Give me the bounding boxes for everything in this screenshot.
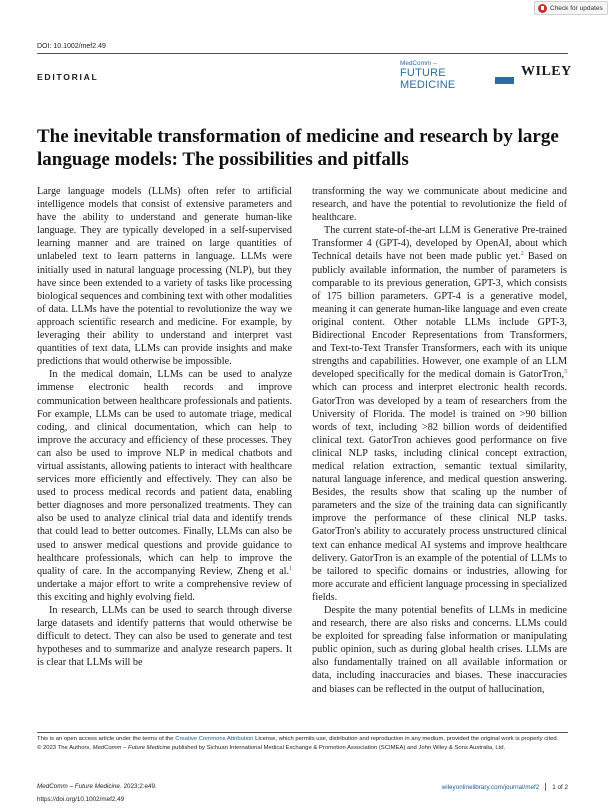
- article-title: The inevitable transformation of medicine and research by large language models: The possibilities and pitfalls: [37, 125, 559, 170]
- left-column: [37, 185, 292, 669]
- paragraph-text: In the medical domain, LLMs can be used to analyze immense electronic health records and improve communication between healthcare professionals and patients. For example, LLMs can be used to automate triage, medical coding, and clinical documentation, which can help to improve the accuracy and efficiency of these processes. They can also be used to improve NLP in medical chatbots and virtual assistants, allowing patients to interact with healthcare services more efficiently and effectively. They can also be used to process medical records and patient data, enabling better diagnoses and more personalized treatments. They can also be used to analyze clinical trial data and identify trends that could lead to better outcomes. Finally, LLMs can also be used to answer medical questions and provide guidance to healthcare professionals, which can help to improve the quality of care. In the accompanying Review, Zheng et al.: [37, 369, 292, 577]
- paragraph: Large language models (LLMs) often refer to artificial intelligence models that consist of extensive parameters and have the ability to understand and generate human-like language. They are typically developed in a self-supervised learning manner and are trained on large quantities of unlabeled text to learn patterns in language. LLMs were initially used in natural language processing (NLP), but they have since been extended to a variety of tasks like processing biological sequences and combining text with other modalities of data. LLMs have the potential to revolutionize the way we approach scientific research and medicine. For example, by leveraging their ability to understand and interpret vast quantities of text data, LLMs can provide insights and make predictions that would otherwise be impossible.: [37, 186, 292, 368]
- cc-license-link[interactable]: Creative Commons Attribution: [175, 736, 254, 742]
- reference-2[interactable]: 2: [520, 251, 524, 258]
- reference-3[interactable]: 3: [564, 369, 567, 376]
- paragraph: In research, LLMs can be used to search through diverse large datasets and identify patterns that would otherwise be difficult to detect. They can also be used to generate and test hypotheses and to summarize and analyze research papers. It is clear that LLMs will be: [37, 605, 292, 669]
- citation-journal: MedComm – Future Medicine: [37, 783, 120, 790]
- paragraph: Despite the many potential benefits of LLMs in medicine and research, there are also risks and concerns. LLMs could be exploited for spreading false information or manipulating public opinion, such as during global health crises. LLMs are also fundamentally trained on all available information or data, including inaccuracies and biases. These inaccuracies and biases can be reflected in the output of hallucination,: [312, 605, 567, 695]
- reference-1[interactable]: 1: [289, 565, 292, 572]
- check-for-updates-button[interactable]: [534, 1, 608, 15]
- journal-logo[interactable]: [400, 60, 514, 91]
- footer-separator: [545, 783, 546, 791]
- check-updates-label: Check for updates: [550, 4, 603, 12]
- journal-logo-bottom: FUTURE MEDICINE: [400, 67, 456, 91]
- check-updates-icon: [538, 4, 547, 13]
- page-number: 1 of 2: [552, 783, 568, 791]
- doi-header: DOI: 10.1002/mef2.49: [37, 43, 106, 50]
- right-column: [312, 185, 567, 696]
- paragraph-text: undertake a major effort to write a comprehensive review of this exciting and highly evolving field.: [37, 578, 292, 603]
- paragraph: transforming the way we communicate about medicine and research, and have the potential to revolutionize the field of healthcare.: [312, 186, 567, 224]
- journal-logo-top: MedComm –: [400, 60, 437, 67]
- paragraph: [312, 224, 567, 604]
- copyright-text: © 2023 The Authors.: [37, 745, 92, 752]
- citation: [37, 783, 157, 790]
- license-text: License, which permits use, distribution and reproduction in any medium, provided the original work is properly cited.: [255, 736, 559, 742]
- header-rule: [37, 53, 568, 54]
- doi-link[interactable]: https://doi.org/10.1002/mef2.49: [37, 796, 125, 803]
- copyright-journal: MedComm – Future Medicine: [92, 745, 171, 752]
- citation-details: . 2023;2:e49.: [119, 783, 157, 790]
- journal-logo-tag: [495, 77, 514, 84]
- paragraph-text: The current state-of-the-art LLM is Generative Pre-trained Transformer 4 (GPT-4), developed by OpenAI, about which Technical details have not been made public yet.: [312, 225, 567, 263]
- section-label: EDITORIAL: [37, 72, 99, 82]
- footer-rule: [37, 732, 568, 733]
- license-text: This is an open access article under the terms of the: [37, 736, 174, 742]
- publisher-logo[interactable]: WILEY: [521, 64, 572, 79]
- license-notice: [37, 735, 568, 754]
- copyright-text: published by Sichuan International Medical Exchange & Promotion Association (SCIMEA) and John Wiley & Sons Australia, Ltd.: [171, 745, 506, 752]
- paragraph: [37, 368, 292, 604]
- paragraph-text: which can process and interpret electronic health records. GatorTron was developed by a team of researchers from the University of Florida. The model is trained on >90 billion words of text, including >82 billion words of deidentified clinical text. GatorTron achieves good performance on five clinical NLP tasks, including clinical concept extraction, medical relation extraction, semantic textual similarity, natural language inference, and medical question answering. Besides, the results show that scaling up the number of parameters and the size of the training data can significantly improve the performance of these clinical NLP tasks. GatorTron's ability to accurately process unstructured clinical text can enhance medical AI systems and improve healthcare delivery. GatorTron is an example of the potential of LLMs to be tailored to specific domains or industries, allowing for more accurate and efficient language processing in specialized fields.: [312, 382, 567, 603]
- journal-url-link[interactable]: wileyonlinelibrary.com/journal/mef2: [441, 783, 540, 791]
- paragraph-text: Based on publicly available information, the number of parameters is comparable to its previous generation, GPT-3, which consists of 175 billion parameters. GPT-4 is a generative model, meaning it can generate human-like language and even create original content. Other notable LLMs include GPT-3, Bidirectional Encoder Representations from Transformers, and Text-to-Text Transfer Transformers, each with its unique strengths and capabilities. However, one example of an LLM developed specifically for the medical domain is GatorTron,: [312, 251, 568, 381]
